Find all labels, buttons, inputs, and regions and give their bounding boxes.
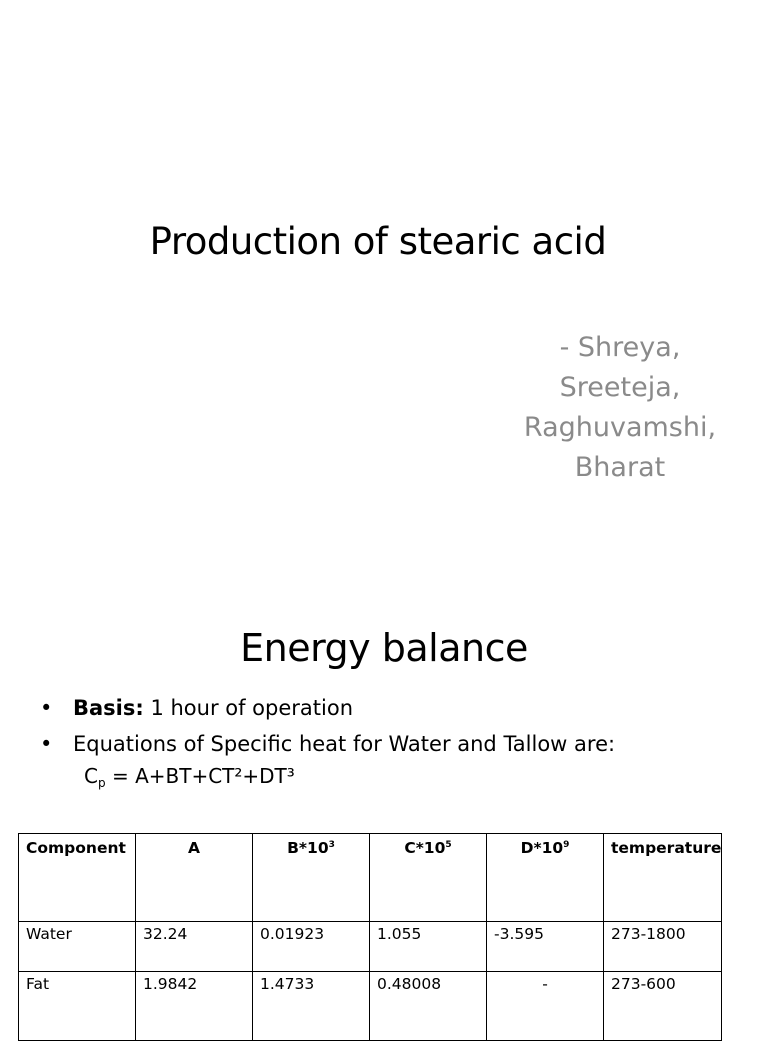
cell-b: 0.01923 (253, 922, 370, 972)
bullet-dot-icon: • (40, 732, 53, 756)
authors-block (500, 328, 740, 488)
header-temperature: temperature (604, 834, 722, 922)
header-c: $C*10^5$ (370, 834, 487, 922)
cell-d: - (487, 972, 604, 1041)
header-component: Component (19, 834, 136, 922)
bullet-basis (40, 690, 615, 726)
equation-lhs-subscript: p (97, 776, 106, 790)
equation-lhs: C (84, 764, 98, 788)
header-a: A (136, 834, 253, 922)
cell-component: Fat (19, 972, 136, 1041)
equation-rhs: = A+BT+CT²+DT³ (105, 764, 295, 788)
cell-a: 32.24 (136, 922, 253, 972)
bullet-equations (40, 726, 615, 762)
cell-c: 0.48008 (370, 972, 487, 1041)
table-row (19, 972, 722, 1041)
cell-temperature: 273-600 (604, 972, 722, 1041)
bullet-basis-text: 1 hour of operation (143, 696, 354, 720)
cp-equation (84, 764, 295, 790)
header-d: $D*10^9$ (487, 834, 604, 922)
bullet-dot-icon: • (40, 696, 53, 720)
slide-title-energy-balance: Energy balance (240, 626, 528, 670)
table-header-row (19, 834, 722, 922)
author-line-1: - Shreya, (559, 332, 681, 363)
bullet-list (40, 690, 615, 762)
cell-b: 1.4733 (253, 972, 370, 1041)
header-b: $B*10^3$ (253, 834, 370, 922)
bullet-equations-text: Equations of Specific heat for Water and Tallow are: (73, 732, 616, 756)
cell-component: Water (19, 922, 136, 972)
table-row (19, 922, 722, 972)
author-line-2: Sreeteja, (559, 372, 681, 403)
specific-heat-table (18, 833, 722, 1041)
cell-temperature: 273-1800 (604, 922, 722, 972)
cell-d: -3.595 (487, 922, 604, 972)
author-line-4: Bharat (574, 452, 666, 483)
bullet-basis-label: Basis: (73, 696, 144, 720)
cell-a: 1.9842 (136, 972, 253, 1041)
author-line-3: Raghuvamshi, (523, 412, 717, 443)
slide-title-production: Production of stearic acid (149, 220, 607, 263)
cell-c: 1.055 (370, 922, 487, 972)
